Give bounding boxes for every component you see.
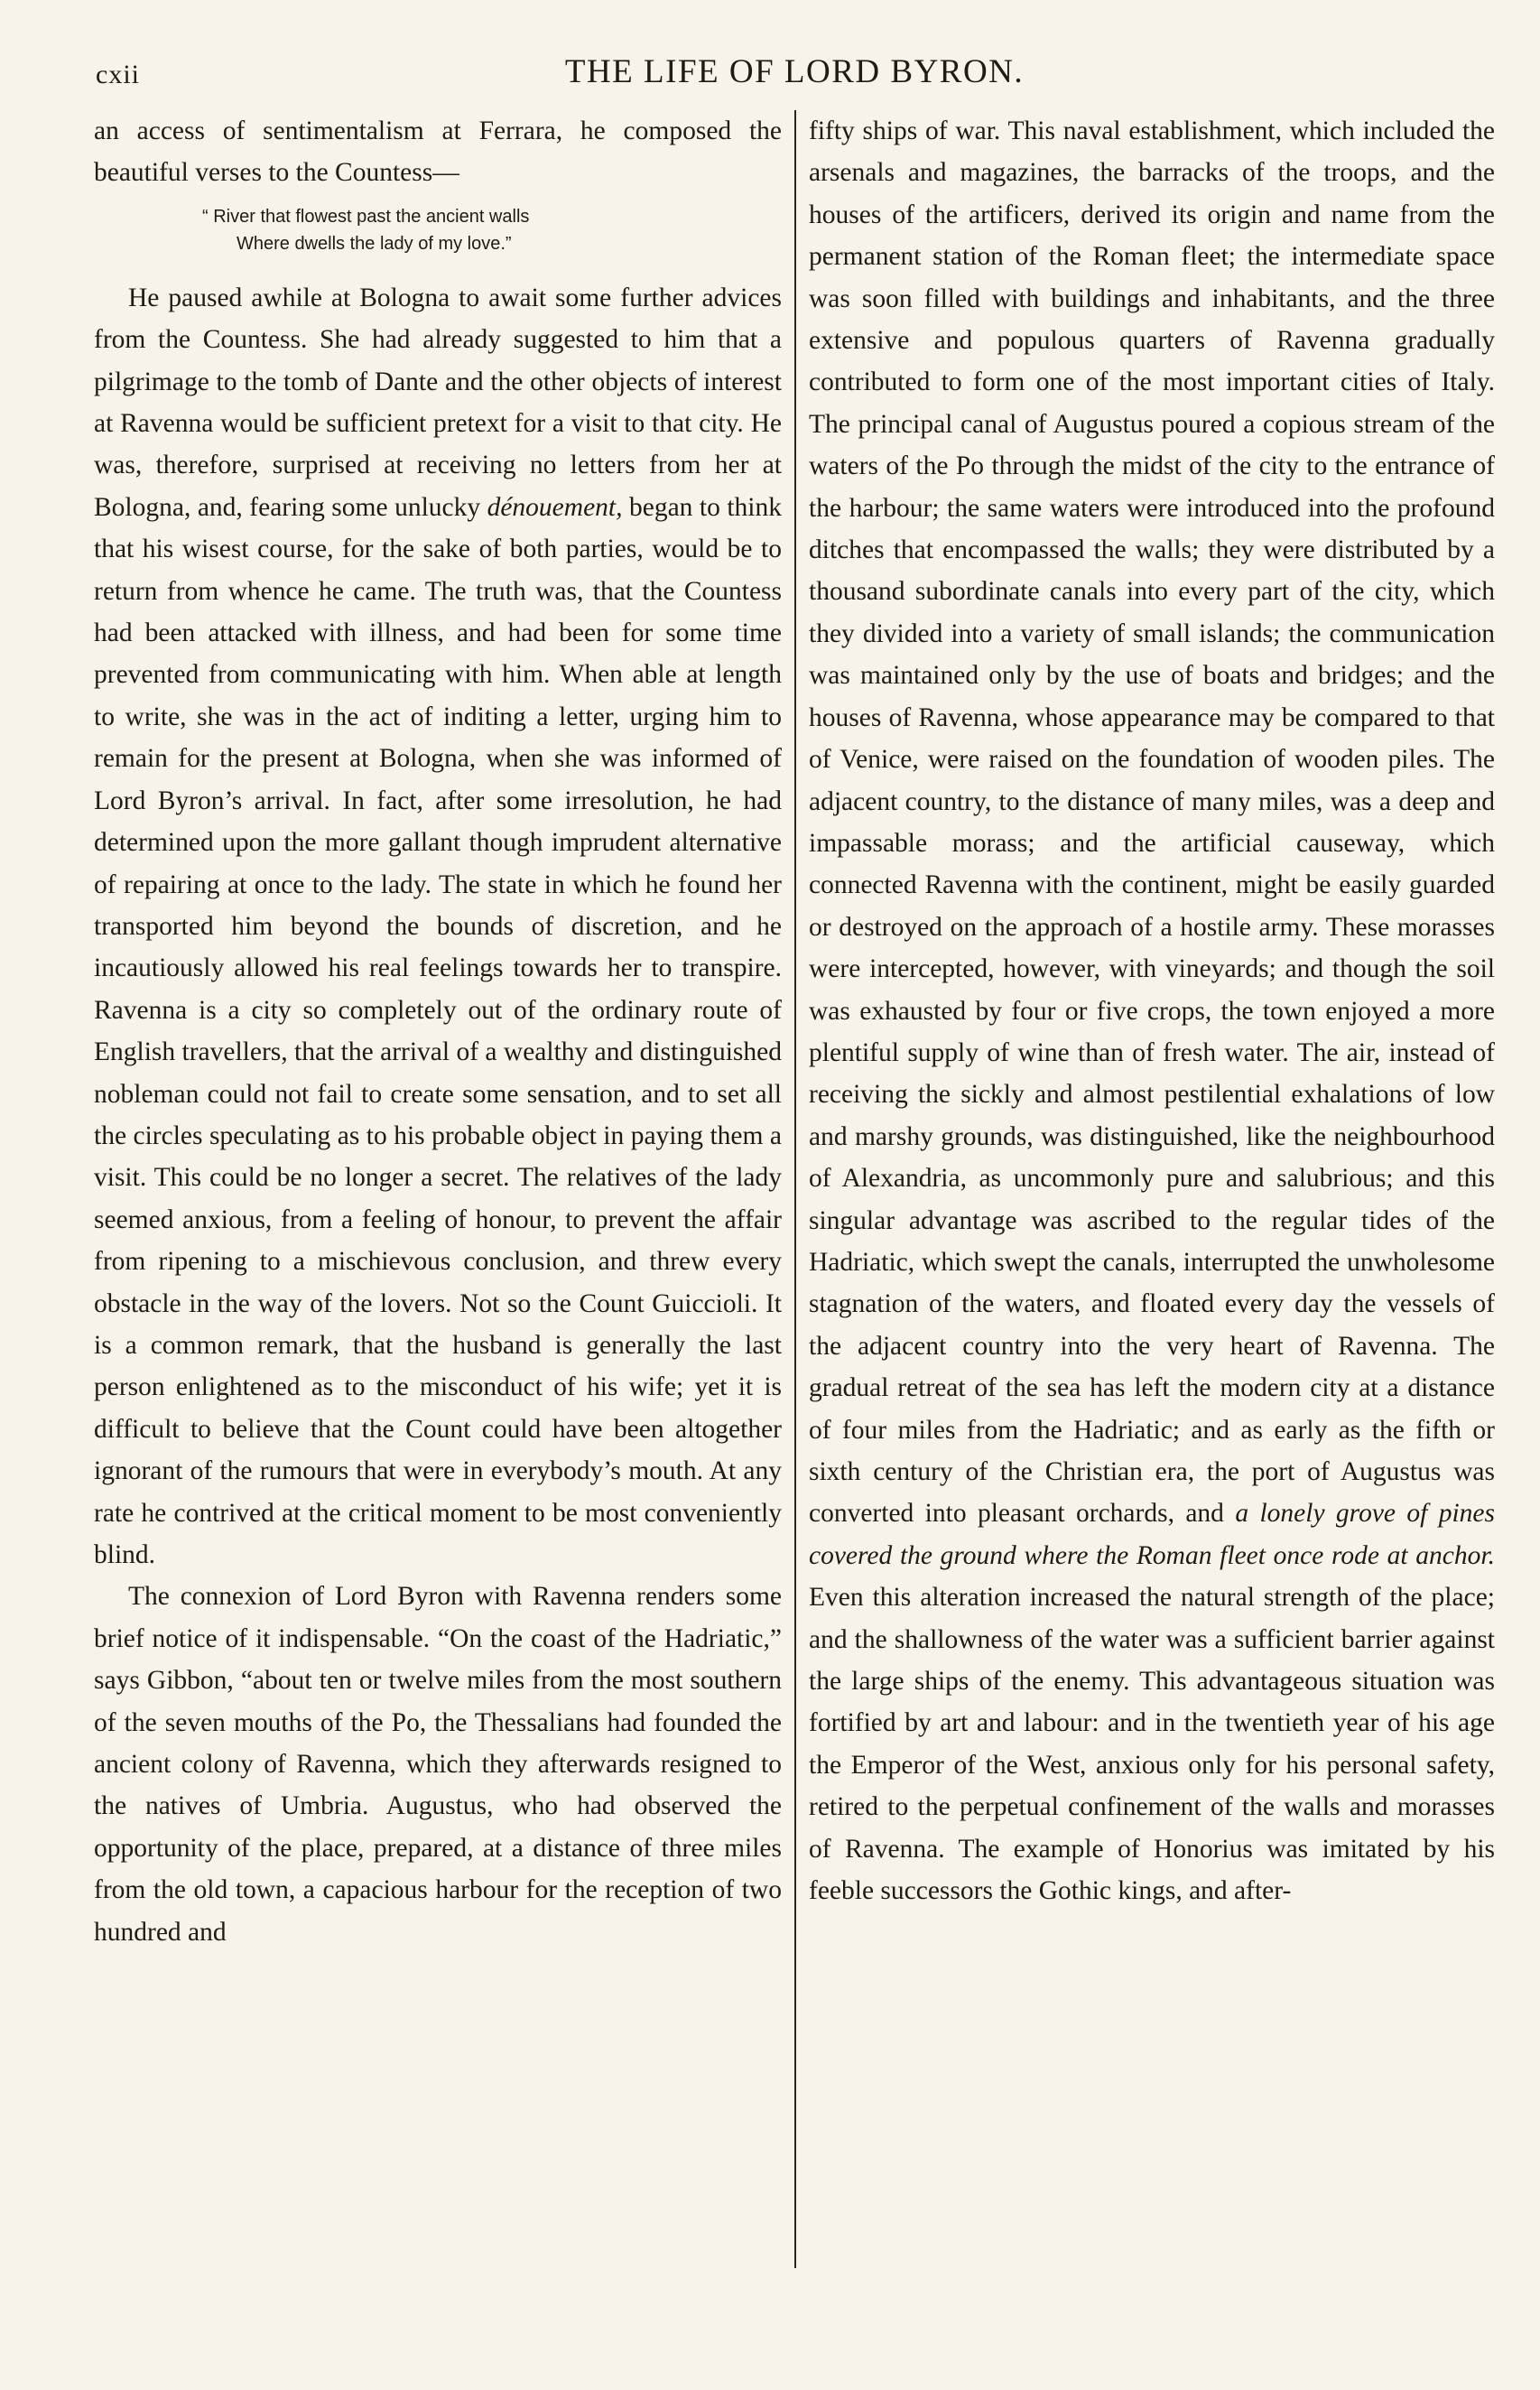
paragraph-gibbon-text-b: Even this alteration increased the natural strength of the place; and the shallowness of the water was a sufficient barrier against the large ships of the enemy. This advantageous situation was fortified by art and labour: and in the twentieth year of his age the Emperor of the West, anxious only for his personal safety, retired to the perpetual confinement of the walls and morasses of Ravenna. The example of Honorius was imitated by his feeble successors the Gothic kings, and after-	[809, 1583, 1495, 1906]
italic-lonely-grove: a lonely grove of pines covered the ground where the Roman fleet once rode at anchor.	[809, 1499, 1495, 1570]
page-header	[90, 52, 1498, 98]
verse-quote	[94, 203, 782, 257]
running-title: THE LIFE OF LORD BYRON.	[564, 53, 1025, 90]
page-number: cxii	[96, 60, 140, 89]
left-column	[94, 110, 782, 2277]
verse-line-1: “ River that flowest past the ancient walls	[202, 206, 530, 227]
column-divider	[794, 110, 796, 2268]
verse-line-2: Where dwells the lady of my love.”	[237, 233, 512, 254]
paragraph-gibbon-text-a: fifty ships of war. This naval establishment, which included the arsenals and magazines, the barracks of the troops, and the houses of the artificers, derived its origin and name from the permanent station of the Roman fleet; the intermediate space was soon filled with buildings and inhabitants, and the three extensive and populous quarters of Ravenna gradually contributed to form one of the most important cities of Italy. The principal canal of Augustus poured a copious stream of the waters of the Po through the midst of the city to the entrance of the harbour; the same waters were introduced into the profound ditches that encompassed the walls; they were distributed by a thousand subordinate canals into every part of the city, which they divided into a variety of small islands; the communication was maintained only by the use of boats and bridges; and the houses of Ravenna, whose appearance may be compared to that of Venice, were raised on the foundation of wooden piles. The adjacent country, to the distance of many miles, was a deep and impassable morass; and the artificial causeway, which connected Ravenna with the continent, might be easily guarded or destroyed on the approach of a hostile army. These morasses were intercepted, however, with vineyards; and though the soil was exhausted by four or five crops, the town enjoyed a more plentiful supply of wine than of fresh water. The air, instead of receiving the sickly and almost pestilential exhalations of low and marshy grounds, was distinguished, like the neighbourhood of Alexandria, as uncommonly pure and salubrious; and this singular advantage was ascribed to the regular tides of the Hadriatic, which swept the canals, interrupted the unwholesome stagnation of the waters, and floated every day the vessels of the adjacent country into the very heart of Ravenna. The gradual retreat of the sea has left the modern city at a distance of four miles from the Hadriatic; and as early as the fifth or sixth century of the Christian era, the port of Augustus was converted into pleasant orchards, and	[809, 116, 1495, 1529]
paragraph-bologna	[94, 277, 782, 1576]
paragraph-gibbon-quote	[809, 110, 1495, 1911]
italic-denouement: dénouement,	[487, 492, 623, 522]
paragraph-bologna-text-b: began to think that his wisest course, for the sake of both parties, would be to return from whence he came. The truth was, that the Countess had been attacked with illness, and had been for some time prevented from communicating with him. When able at length to write, she was in the act of inditing a letter, urging him to remain for the present at Bologna, when she was informed of Lord Byron’s arrival. In fact, after some irresolution, he had determined upon the more gallant though imprudent alternative of repairing at once to the lady. The state in which he found her transported him beyond the bounds of discretion, and he incautiously allowed his real feelings towards her to transpire. Ravenna is a city so completely out of the ordinary route of English travellers, that the arrival of a wealthy and distinguished nobleman could not fail to create some sensation, and to set all the circles speculating as to his probable object in paying them a visit. This could be no longer a secret. The relatives of the lady seemed anxious, from a feeling of honour, to prevent the affair from ripening to a mischievous conclusion, and threw every obstacle in the way of the lovers. Not so the Count Guiccioli. It is a common remark, that the husband is generally the last person enlightened as to the misconduct of his wife; yet it is difficult to believe that the Count could have been altogether ignorant of the rumours that were in everybody’s mouth. At any rate he contrived at the critical moment to be most conveniently blind.	[94, 492, 782, 1569]
paragraph-opening: an access of sentimentalism at Ferrara, he composed the beautiful verses to the Countess—	[94, 116, 782, 188]
right-column	[809, 110, 1495, 2277]
paragraph-bologna-text-a: He paused awhile at Bologna to await some further advices from the Countess. She had already suggested to him that a pilgrimage to the tomb of Dante and the other objects of interest at Ravenna would be sufficient pretext for a visit to that city. He was, therefore, surprised at receiving no letters from her at Bologna, and, fearing some unlucky	[94, 283, 782, 522]
paragraph-ravenna: The connexion of Lord Byron with Ravenna renders some brief notice of it indispensable. “On the coast of the Hadriatic,” says Gibbon, “about ten or twelve miles from the most southern of the seven mouths of the Po, the Thessalians had founded the ancient colony of Ravenna, which they afterwards resigned to the natives of Umbria. Augustus, who had observed the opportunity of the place, prepared, at a distance of three miles from the old town, a capacious harbour for the reception of two hundred and	[94, 1582, 782, 1947]
